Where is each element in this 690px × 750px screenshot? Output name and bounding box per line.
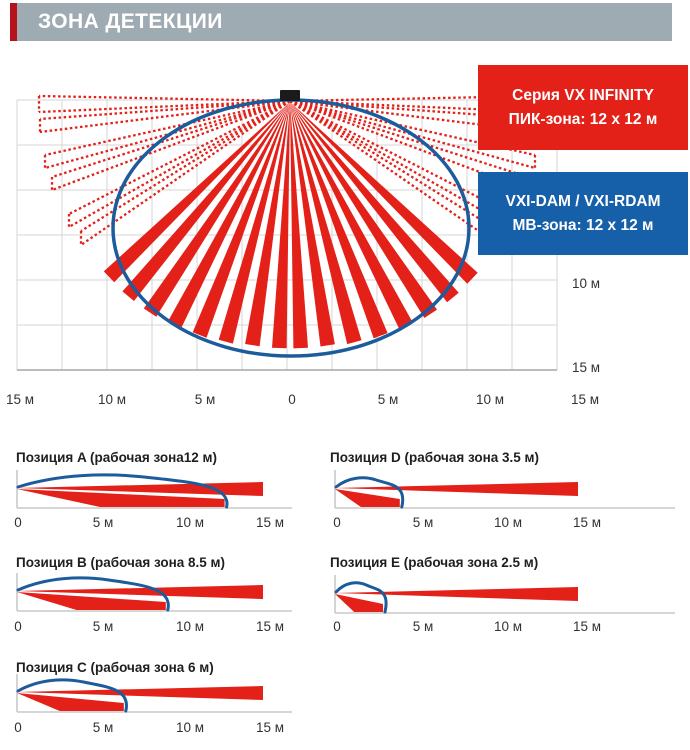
x-axis-label: 15 м — [5, 392, 35, 407]
upper-beam — [335, 482, 578, 496]
mini-tick-label: 10 м — [493, 619, 523, 634]
mw-zone-legend — [478, 172, 688, 255]
position-title: Позиция E (рабочая зона 2.5 м) — [330, 555, 539, 570]
x-axis-label: 0 — [288, 392, 296, 407]
y-axis-label: 15 м — [572, 360, 601, 375]
position-title: Позиция A (рабочая зона12 м) — [16, 450, 218, 465]
x-axis-label: 5 м — [194, 392, 216, 407]
mini-tick-label: 10 м — [493, 515, 523, 530]
mini-tick-label: 5 м — [92, 619, 114, 634]
y-axis-label: 10 м — [572, 276, 601, 291]
upper-beam — [335, 587, 578, 601]
page-title: ЗОНА ДЕТЕКЦИИ — [38, 10, 223, 33]
mini-tick-label: 5 м — [412, 619, 434, 634]
mini-tick-label: 0 — [14, 515, 22, 530]
mw-zone-text: МВ-зона: 12 х 12 м — [512, 216, 654, 234]
x-axis-label: 5 м — [377, 392, 399, 407]
mini-tick-label: 15 м — [572, 515, 602, 530]
x-axis-label: 10 м — [97, 392, 127, 407]
pir-beam-dashed — [69, 101, 290, 214]
pir-beam-dashed — [40, 101, 290, 132]
mini-tick-label: 15 м — [255, 619, 285, 634]
pir-zone-text: ПИК-зона: 12 х 12 м — [508, 110, 658, 128]
pir-zone-legend — [478, 65, 688, 150]
mini-tick-label: 15 м — [255, 515, 285, 530]
header-bar — [10, 3, 672, 41]
mw-series-text: VXI-DAM / VXI-RDAM — [505, 193, 661, 211]
position-title: Позиция C (рабочая зона 6 м) — [16, 660, 214, 675]
mini-tick-label: 0 — [333, 515, 341, 530]
mini-tick-label: 15 м — [255, 720, 285, 735]
lower-beam — [335, 489, 400, 507]
x-axis-label: 15 м — [570, 392, 600, 407]
mini-tick-label: 15 м — [572, 619, 602, 634]
mini-tick-label: 0 — [14, 619, 22, 634]
mini-tick-label: 10 м — [175, 515, 205, 530]
mini-tick-label: 5 м — [92, 720, 114, 735]
lower-beam — [17, 693, 124, 711]
position-title: Позиция B (рабочая зона 8.5 м) — [16, 555, 226, 570]
mini-tick-label: 10 м — [175, 720, 205, 735]
position-title: Позиция D (рабочая зона 3.5 м) — [330, 450, 540, 465]
pir-beam-dashed — [52, 101, 290, 177]
mini-tick-label: 5 м — [412, 515, 434, 530]
mini-tick-label: 10 м — [175, 619, 205, 634]
mini-tick-label: 5 м — [92, 515, 114, 530]
sensor-icon — [280, 90, 300, 101]
mini-tick-label: 0 — [14, 720, 22, 735]
header-accent-bar — [10, 3, 17, 41]
pir-series-text: Серия VX INFINITY — [512, 87, 654, 105]
mini-tick-label: 0 — [333, 619, 341, 634]
lower-beam — [335, 594, 383, 612]
x-axis-label: 10 м — [475, 392, 505, 407]
position-charts — [0, 440, 690, 750]
